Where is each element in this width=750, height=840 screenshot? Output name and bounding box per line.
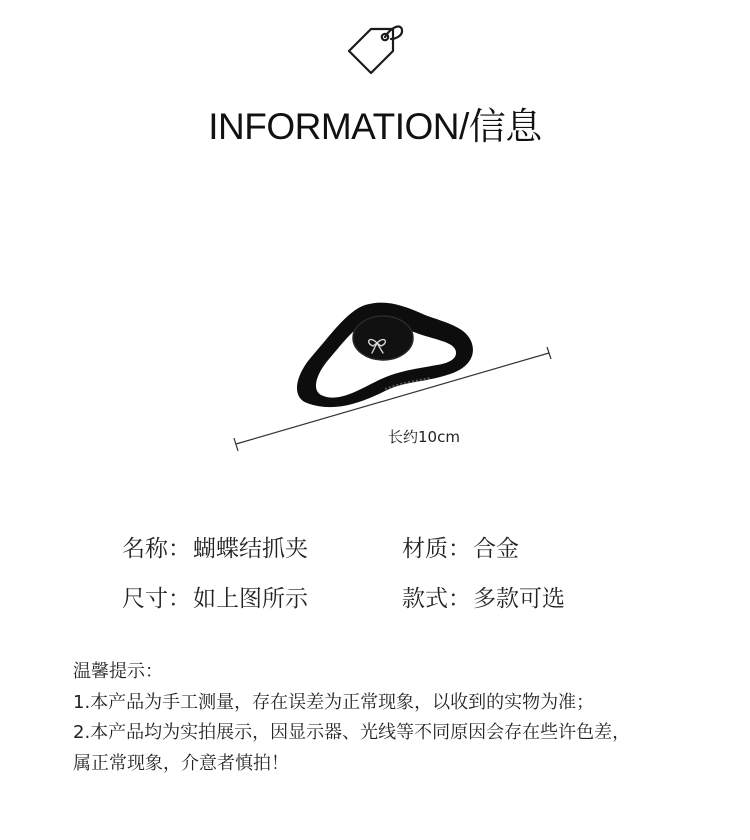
- price-tag-icon: [345, 17, 407, 77]
- spec-size: [122, 580, 308, 613]
- notes-heading: 温馨提示：: [73, 661, 163, 682]
- spec-size-separator: ：: [168, 586, 191, 612]
- spec-style-label: 款式: [402, 586, 448, 612]
- spec-style: [402, 580, 565, 613]
- notes-block: [73, 657, 713, 779]
- measurement-label: 长约10cm: [388, 428, 460, 446]
- spec-style-separator: ：: [448, 586, 471, 612]
- section-title: INFORMATION/信息: [208, 106, 542, 147]
- notes-line-2: 2.本产品均为实拍展示，因显示器、光线等不同原因会存在些许色差，: [73, 722, 631, 743]
- spec-material: [402, 530, 519, 563]
- spec-name-label: 名称: [122, 536, 168, 562]
- spec-name: [122, 530, 308, 563]
- spec-material-value: 合金: [473, 536, 519, 562]
- spec-size-value: 如上图所示: [193, 586, 308, 612]
- notes-line-3: 属正常现象，介意者慎拍！: [73, 752, 289, 774]
- spec-material-label: 材质: [402, 536, 448, 562]
- spec-name-value: 蝴蝶结抓夹: [193, 536, 308, 562]
- spec-name-separator: ：: [168, 536, 191, 562]
- spec-material-separator: ：: [448, 536, 471, 562]
- notes-line-1: 1.本产品为手工测量，存在误差为正常现象，以收到的实物为准；: [73, 691, 595, 713]
- spec-size-label: 尺寸: [122, 586, 168, 612]
- spec-style-value: 多款可选: [473, 586, 565, 612]
